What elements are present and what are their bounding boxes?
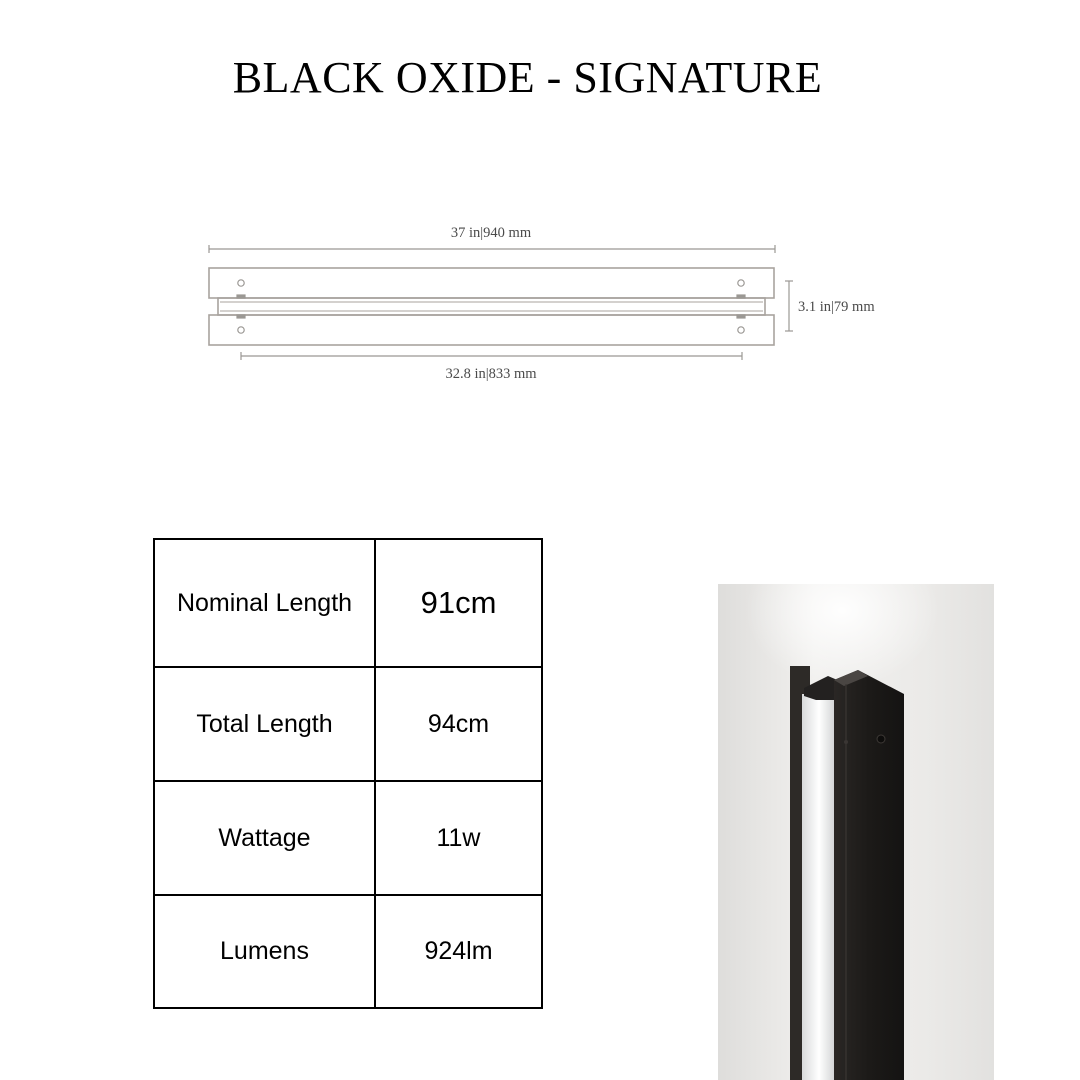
depth-dimension <box>785 281 875 331</box>
table-row <box>154 781 542 895</box>
table-row <box>154 539 542 667</box>
depth-label: 3.1 in|79 mm <box>798 299 875 315</box>
specs-table <box>153 538 543 1009</box>
spec-label: Total Length <box>154 667 375 781</box>
overall-length-label: 37 in|940 mm <box>450 225 532 241</box>
spec-value: 924lm <box>375 895 542 1008</box>
spec-label: Lumens <box>154 895 375 1008</box>
product-title: BLACK OXIDE - SIGNATURE <box>232 53 823 102</box>
spec-value: 11w <box>375 781 542 895</box>
overall-length-dimension <box>209 225 775 253</box>
spec-label: Nominal Length <box>154 539 375 667</box>
mounting-screws <box>237 280 745 333</box>
mounting-length-label: 32.8 in|833 mm <box>445 366 537 382</box>
dimension-drawing <box>0 0 1080 420</box>
table-row <box>154 667 542 781</box>
table-row <box>154 895 542 1008</box>
fixture-outline <box>209 268 774 345</box>
spec-value: 94cm <box>375 667 542 781</box>
product-photo <box>718 584 994 1080</box>
spec-value: 91cm <box>375 539 542 667</box>
spec-label: Wattage <box>154 781 375 895</box>
mounting-length-dimension <box>241 352 742 382</box>
